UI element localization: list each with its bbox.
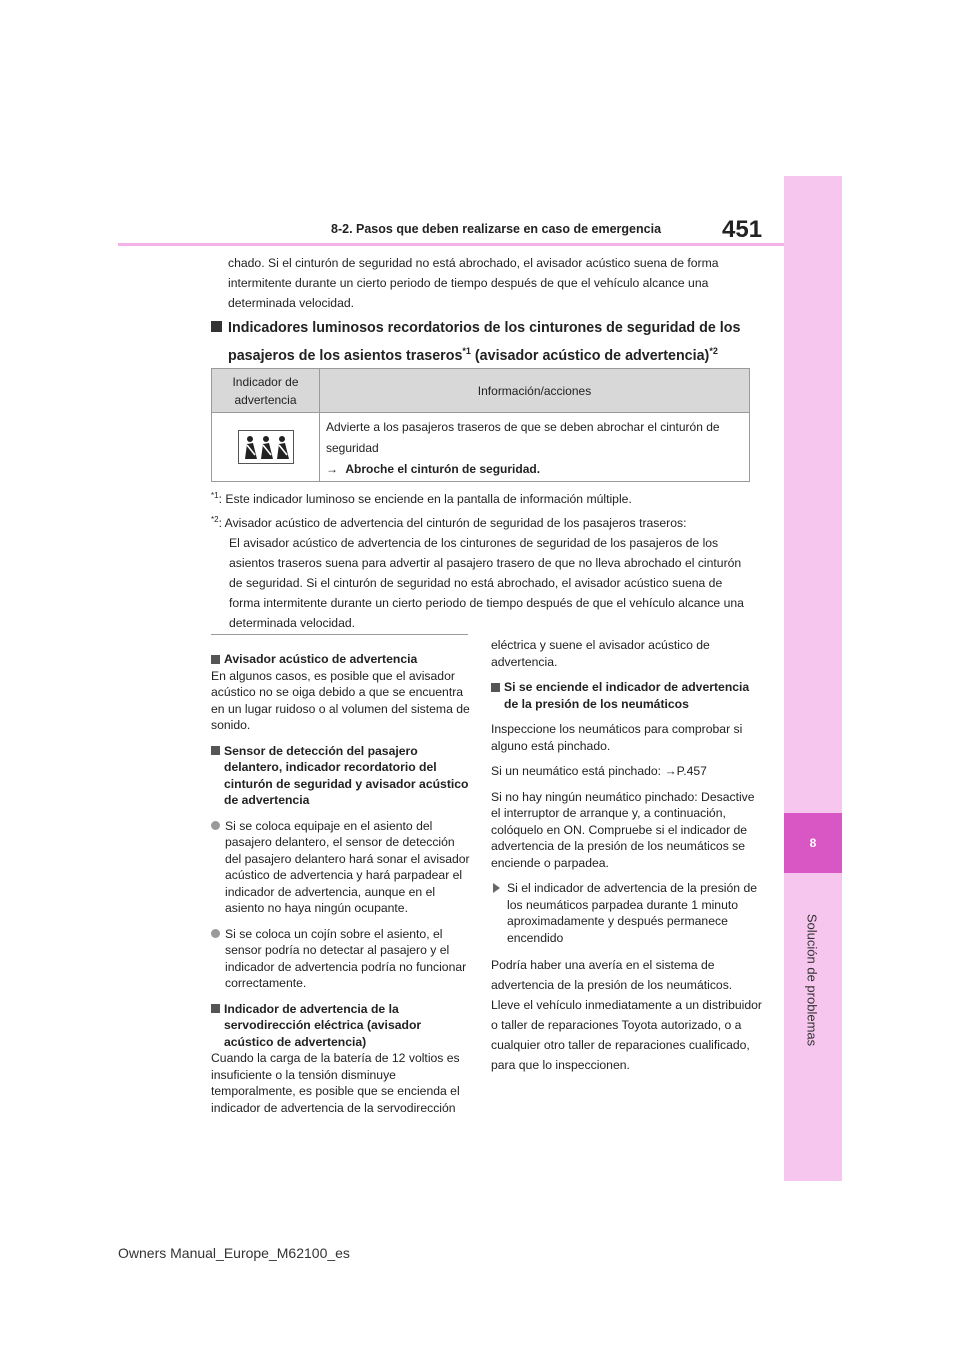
square-bullet-icon — [211, 1004, 220, 1013]
right-heading-1: Si se enciende el indicador de advertencia de la presión de los neumáticos — [504, 680, 750, 711]
left-bullet-1: Si se coloca equipaje en el asiento del pasajero delantero, el sensor de detección del pasajero delantero hará sonar el avisador acústico de advertencia y hará parpadear el indicador de advertencia, aunque en el asiento no haya ningún ocupante. — [225, 818, 470, 915]
arrow-icon: → — [326, 462, 338, 476]
left-heading-2: Sensor de detección del pasajero delantero, indicador recordatorio del cinturón de seguridad y avisador acústico de advertencia — [224, 743, 469, 807]
right-paragraph-0: eléctrica y suene el avisador acústico de advertencia. — [491, 638, 710, 669]
section-heading-line2b: (avisador acústico de advertencia) — [470, 348, 710, 364]
left-column — [211, 651, 471, 1125]
square-bullet-icon — [491, 683, 500, 692]
right-paragraph-2: Si un neumático está pinchado: →P.457 — [491, 764, 707, 778]
table-cell-info — [320, 413, 749, 481]
table-header-row — [212, 369, 749, 413]
rear-seatbelt-warning-icon — [238, 430, 294, 464]
chapter-label: Solución de problemas — [804, 913, 820, 1047]
table-row — [212, 413, 749, 481]
right-sub-bullet: Si el indicador de advertencia de la presión de los neumáticos parpadea durante 1 minuto aproximadamente y después permanece encendido — [507, 881, 758, 945]
table-header-info: Información/acciones — [477, 383, 592, 398]
section-heading — [211, 317, 751, 368]
left-heading-1: Avisador acústico de advertencia — [224, 652, 418, 666]
square-bullet-icon — [211, 746, 220, 755]
left-heading-3: Indicador de advertencia de la servodirección eléctrica (avisador acústico de advertencia) — [224, 1001, 422, 1049]
intro-paragraph: chado. Si el cinturón de seguridad no está abrochado, el avisador acústico suena de forma intermitente durante un cierto periodo de tiempo después de que el vehículo alcance una determinada velocidad. — [228, 256, 719, 310]
column-divider — [211, 634, 468, 635]
footnote-2-body: El avisador acústico de advertencia de los cinturones de seguridad de los pasajeros de los asientos traseros suena para advertir al pasajero trasero de que no lleva abrochado el cinturón de seguridad. Si el cinturón de seguridad no está abrochado, el avisador acústico suena de forma intermitente durante un cierto periodo de tiempo después de que el vehículo alcance una determinada velocidad. — [229, 536, 744, 630]
right-paragraph-1: Inspeccione los neumáticos para comprobar si alguno está pinchado. — [491, 722, 743, 753]
header-divider — [118, 243, 784, 246]
table-action-text: Abroche el cinturón de seguridad. — [345, 462, 541, 476]
section-heading-line2a: pasajeros de los asientos traseros — [228, 348, 463, 364]
footnote-2-mark: *2 — [211, 515, 219, 524]
footnote-1-text: : Este indicador luminoso se enciende en la pantalla de información múltiple. — [218, 492, 632, 506]
footnote-2 — [211, 510, 751, 633]
table-info-text: Advierte a los pasajeros traseros de que se deben abrochar el cinturón de seguridad — [326, 420, 720, 455]
circle-bullet-icon — [211, 929, 220, 938]
square-bullet-icon — [211, 655, 220, 664]
footer-document-id: Owners Manual_Europe_M62100_es — [118, 1245, 350, 1261]
left-paragraph-3: Cuando la carga de la batería de 12 voltios es insuficiente o la tensión disminuye temporalmente, es posible que se encienda el indicador de advertencia de la servodirección — [211, 1051, 460, 1115]
square-bullet-icon — [211, 321, 222, 332]
left-bullet-2: Si se coloca un cojín sobre el asiento, el sensor podría no detectar al pasajero y el indicador de advertencia podría no funcionar correctamente. — [225, 926, 467, 990]
table-header-indicator: Indicador de advertencia — [212, 369, 320, 412]
footnote-1-mark: *1 — [211, 491, 219, 500]
footnote-ref-1: *1 — [462, 346, 471, 356]
table-cell-icon — [212, 413, 320, 481]
right-paragraph-4: Podría haber una avería en el sistema de advertencia de la presión de los neumáticos. Lleve el vehículo inmediatamente a un distribuidor o taller de reparaciones Toyota autorizado, o a cualquier otro taller de reparaciones cualificado, para que lo inspeccionen. — [491, 958, 762, 1072]
right-paragraph-3: Si no hay ningún neumático pinchado: Desactive el interruptor de arranque y, a continuación, colóquelo en ON. Compruebe si el indicador de advertencia de la presión de los neumáticos se enciende o parpadea. — [491, 789, 755, 870]
footnote-2-text: : Avisador acústico de advertencia del cinturón de seguridad de los pasajeros traseros: — [218, 516, 687, 530]
triangle-bullet-icon — [493, 883, 501, 893]
section-heading-line1: Indicadores luminosos recordatorios de los cinturones de seguridad de los — [228, 320, 741, 336]
warning-indicator-table — [211, 368, 750, 482]
chapter-number-tab[interactable]: 8 — [784, 813, 842, 873]
circle-bullet-icon — [211, 821, 220, 830]
right-column — [491, 637, 763, 1084]
left-paragraph-1: En algunos casos, es posible que el avisador acústico no se oiga debido a que se encuentra en un lugar ruidoso o al volumen del sistema de sonido. — [211, 668, 470, 732]
page-number: 451 — [722, 216, 763, 243]
footnote-1 — [211, 486, 751, 509]
footnote-ref-2: *2 — [709, 346, 718, 356]
table-action — [326, 459, 743, 480]
section-header-title: 8-2. Pasos que deben realizarse en caso de emergencia — [331, 222, 662, 236]
